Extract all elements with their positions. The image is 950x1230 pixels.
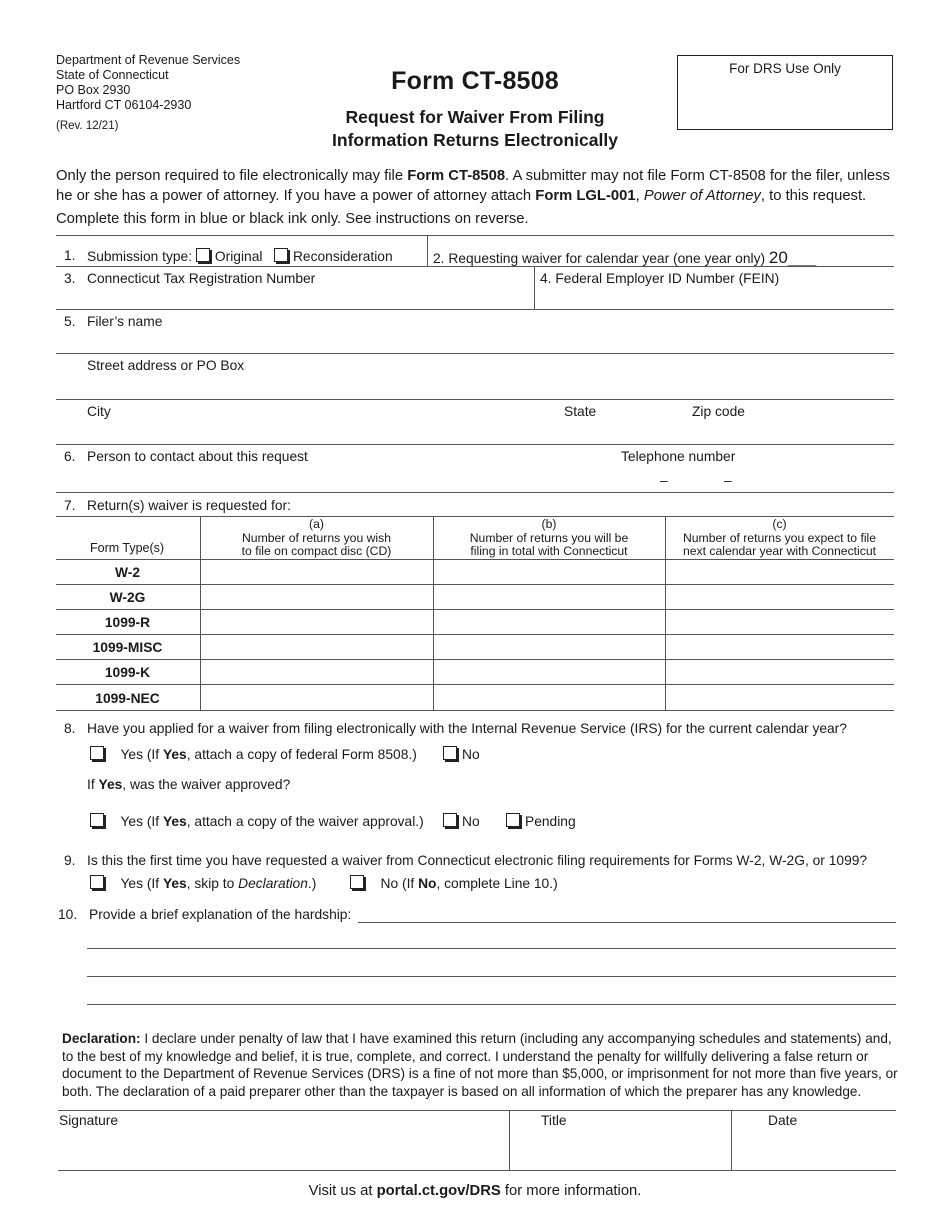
form-type-row-w2g: W-2G xyxy=(109,590,146,605)
divider xyxy=(427,235,428,266)
contact-person-field[interactable]: Person to contact about this request xyxy=(87,449,308,464)
line-number: 9. xyxy=(64,853,76,868)
ct-tax-reg-field[interactable]: Connecticut Tax Registration Number xyxy=(87,271,316,286)
waiver-year-value: 20___ xyxy=(768,248,817,267)
original-label: Original xyxy=(214,249,263,264)
form-type-row-1099misc: 1099-MISC xyxy=(92,640,163,655)
rule xyxy=(56,492,894,493)
col-c-text: next calendar year with Connecticut xyxy=(682,544,877,558)
option-text: , attach a copy of federal Form 8508.) xyxy=(186,747,417,762)
drs-use-label: For DRS Use Only xyxy=(729,61,841,76)
first-time-no-checkbox[interactable] xyxy=(350,875,364,889)
col-c-letter: (c) xyxy=(772,517,787,531)
title-field[interactable]: Title xyxy=(541,1113,567,1128)
rule xyxy=(56,659,894,660)
submission-type-field xyxy=(87,248,393,264)
intro-text: , to this request. xyxy=(760,188,867,204)
form-type-row-1099nec: 1099-NEC xyxy=(95,691,160,706)
declaration-heading: Declaration: xyxy=(62,1031,141,1046)
drs-portal-link[interactable]: portal.ct.gov/DRS xyxy=(376,1183,501,1199)
first-time-yes xyxy=(90,875,316,891)
date-field[interactable]: Date xyxy=(768,1113,798,1128)
signature-field[interactable]: Signature xyxy=(59,1113,119,1128)
waiver-year-field[interactable] xyxy=(433,248,816,268)
option-text: Pending xyxy=(525,814,576,829)
line-number: 8. xyxy=(64,721,76,736)
col-a-letter: (a) xyxy=(309,517,324,531)
option-text: , attach a copy of the waiver approval.) xyxy=(186,814,424,829)
option-text: , was the waiver approved? xyxy=(122,777,291,792)
zip-code-field[interactable]: Zip code xyxy=(692,404,745,419)
approved-pending-checkbox[interactable] xyxy=(506,813,520,827)
irs-waiver-options xyxy=(90,746,417,762)
street-address-field[interactable]: Street address or PO Box xyxy=(87,358,245,373)
intro-text: . A submitter may not file Form CT-8508 for the filer, unless he or she has a power of attorney. If you have a power of attorney attach xyxy=(56,168,890,204)
state-field[interactable]: State xyxy=(564,404,597,419)
option-bold: Yes xyxy=(98,777,123,792)
irs-waiver-question: Have you applied for a waiver from filing electronically with the Internal Revenue Service (IRS) for the current calendar year? xyxy=(87,721,847,736)
col-a-text: to file on compact disc (CD) xyxy=(241,544,392,558)
fein-field[interactable]: 4. Federal Employer ID Number (FEIN) xyxy=(540,271,780,286)
first-time-yes-checkbox[interactable] xyxy=(90,875,104,889)
original-checkbox[interactable] xyxy=(196,248,210,262)
option-bold: Yes xyxy=(162,747,187,762)
rule xyxy=(56,710,894,711)
first-time-question: Is this the first time you have requested a waiver from Connecticut electronic filing requirements for Forms W-2, W-2G, or 1099? xyxy=(87,853,868,868)
waiver-approved-question xyxy=(87,777,290,792)
rule xyxy=(56,444,894,445)
col-b-letter: (b) xyxy=(541,517,557,531)
subtitle-line-2: Information Returns Electronically xyxy=(332,130,618,150)
subtitle-line-1: Request for Waiver From Filing xyxy=(345,107,605,127)
col-c-text: Number of returns you expect to file xyxy=(682,530,877,545)
declaration-text: I declare under penalty of law that I have examined this return (including any accompanying schedules and statements) and, to the best of my knowledge and belief, it is true, complete, and correct. I understand the penalty for willfully delivering a false return or document to the Department of Revenue Services (DRS) is a fine of not more than $5,000, or imprisonment for not more than five years, or both. The declaration of a paid preparer other than the taxpayer is based on all information of which the preparer has any knowledge. xyxy=(62,1031,898,1099)
form-type-row-1099r: 1099-R xyxy=(104,615,151,630)
col-b-text: Number of returns you will be xyxy=(469,530,629,545)
rule xyxy=(56,399,894,400)
option-bold: Yes xyxy=(162,814,187,829)
intro-text: , xyxy=(635,188,644,204)
option-bold: Yes xyxy=(162,876,187,891)
footer xyxy=(0,1183,950,1199)
divider xyxy=(509,1110,510,1170)
hardship-line[interactable] xyxy=(87,948,896,949)
line-number: 3. xyxy=(64,271,76,286)
intro-lgl-ref: Form LGL-001 xyxy=(535,188,636,204)
rule xyxy=(58,1110,896,1111)
rule xyxy=(56,559,894,560)
irs-waiver-yes-checkbox[interactable] xyxy=(90,746,104,760)
rule xyxy=(56,634,894,635)
waiver-approved-yes xyxy=(90,813,424,829)
agency-line: Hartford CT 06104-2930 xyxy=(56,98,192,112)
line-number: 7. xyxy=(64,498,76,513)
option-italic: Declaration xyxy=(238,876,308,891)
revision-date: (Rev. 12/21) xyxy=(56,120,119,132)
irs-waiver-no-checkbox[interactable] xyxy=(443,746,457,760)
option-text: No xyxy=(462,747,480,762)
option-text: No (If xyxy=(380,876,419,891)
rule xyxy=(56,353,894,354)
drs-use-only-box xyxy=(677,55,893,130)
submission-type-label: Submission type: xyxy=(87,249,193,264)
rule xyxy=(56,235,894,236)
option-text: .) xyxy=(307,876,317,891)
divider xyxy=(731,1110,732,1170)
option-text: , skip to xyxy=(186,876,239,891)
option-text: , complete Line 10.) xyxy=(436,876,558,891)
col-b-text: filing in total with Connecticut xyxy=(470,544,628,558)
agency-line: PO Box 2930 xyxy=(56,83,131,97)
form-title: Form CT-8508 xyxy=(391,67,559,95)
line-number: 1. xyxy=(64,248,76,263)
footer-text: Visit us at xyxy=(308,1183,377,1199)
hardship-line[interactable] xyxy=(87,976,896,977)
form-type-row-w2: W-2 xyxy=(114,565,140,580)
option-text: Yes (If xyxy=(120,747,163,762)
intro-text: Only the person required to file electronically may file xyxy=(56,168,408,184)
waiver-returns-label: Return(s) waiver is requested for: xyxy=(87,498,291,513)
irs-waiver-no xyxy=(443,746,480,762)
rule xyxy=(56,516,894,517)
hardship-line[interactable] xyxy=(358,922,896,923)
col-b-header xyxy=(433,518,665,559)
agency-line: State of Connecticut xyxy=(56,68,169,82)
hardship-label: Provide a brief explanation of the hardship: xyxy=(89,907,352,922)
rule xyxy=(56,609,894,610)
col-c-header xyxy=(665,518,894,559)
approved-no-checkbox[interactable] xyxy=(443,813,457,827)
line-number: 5. xyxy=(64,314,76,329)
option-text: Yes (If xyxy=(120,876,163,891)
first-time-no xyxy=(350,875,558,891)
rule xyxy=(56,584,894,585)
divider xyxy=(534,266,535,309)
form-type-row-1099k: 1099-K xyxy=(104,665,151,680)
col-form-type-header: Form Type(s) xyxy=(90,541,165,555)
rule xyxy=(56,684,894,685)
phone-dash: – xyxy=(724,473,732,488)
option-text: If xyxy=(87,777,99,792)
option-bold: No xyxy=(418,876,437,891)
line-number: 10. xyxy=(58,907,78,922)
intro-paragraph xyxy=(56,166,898,206)
waiver-approved-pending xyxy=(506,813,576,829)
city-field[interactable]: City xyxy=(87,404,111,419)
agency-line: Department of Revenue Services xyxy=(56,53,241,67)
reconsideration-label: Reconsideration xyxy=(292,249,393,264)
ink-instruction: Complete this form in blue or black ink only. See instructions on reverse. xyxy=(56,211,529,227)
reconsideration-checkbox[interactable] xyxy=(274,248,288,262)
filer-name-field[interactable]: Filer’s name xyxy=(87,314,163,329)
intro-form-ref: Form CT-8508 xyxy=(407,168,506,184)
telephone-field[interactable]: Telephone number xyxy=(621,449,736,464)
col-a-header xyxy=(200,518,433,559)
line-number: 6. xyxy=(64,449,76,464)
intro-poa: Power of Attorney xyxy=(643,188,761,204)
phone-dash: – xyxy=(660,473,668,488)
rule xyxy=(58,1170,896,1171)
rule xyxy=(56,309,894,310)
waiver-approved-no xyxy=(443,813,480,829)
col-a-text: Number of returns you wish xyxy=(241,530,392,545)
hardship-line[interactable] xyxy=(87,1004,896,1005)
waiver-year-label: 2. Requesting waiver for calendar year (one year only) xyxy=(433,251,766,266)
rule xyxy=(56,266,894,267)
declaration xyxy=(62,1030,898,1100)
approved-yes-checkbox[interactable] xyxy=(90,813,104,827)
footer-text: for more information. xyxy=(500,1183,642,1199)
option-text: Yes (If xyxy=(120,814,163,829)
option-text: No xyxy=(462,814,480,829)
